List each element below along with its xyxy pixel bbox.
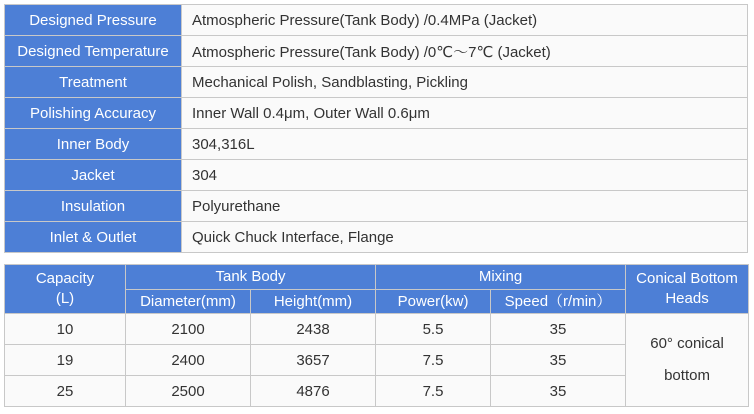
spec-value: Mechanical Polish, Sandblasting, Pickling <box>182 67 748 98</box>
spec-label: Jacket <box>5 160 182 191</box>
capacity-header <box>5 265 126 314</box>
spec-label: Treatment <box>5 67 182 98</box>
speed-cell: 35 <box>491 345 626 376</box>
heads-header-line2: Heads <box>665 290 709 307</box>
capacity-header-label: Capacity <box>35 270 95 287</box>
spec-value: Atmospheric Pressure(Tank Body) /0.4MPa (Jacket) <box>182 5 748 36</box>
spec-row <box>5 191 748 222</box>
spec-row <box>5 129 748 160</box>
spec-table-body <box>5 5 748 253</box>
spec-row <box>5 98 748 129</box>
mixing-header: Mixing <box>376 265 626 290</box>
spec-value: Quick Chuck Interface, Flange <box>182 222 748 253</box>
capacity-header-unit: (L) <box>55 290 75 307</box>
height-header: Height(mm) <box>251 290 376 314</box>
diameter-header: Diameter(mm) <box>126 290 251 314</box>
spec-label: Inner Body <box>5 129 182 160</box>
spec-label: Inlet & Outlet <box>5 222 182 253</box>
spec-value: Polyurethane <box>182 191 748 222</box>
spec-row <box>5 5 748 36</box>
spec-value: Atmospheric Pressure(Tank Body) /0℃～7℃ (Jacket) <box>182 36 748 67</box>
heads-header <box>626 265 749 314</box>
power-cell: 5.5 <box>376 314 491 345</box>
spec-row <box>5 222 748 253</box>
spec-value: 304,316L <box>182 129 748 160</box>
speed-header: Speed（r/min） <box>491 290 626 314</box>
power-cell: 7.5 <box>376 376 491 407</box>
capacity-table-body <box>5 314 749 407</box>
capacity-cell: 25 <box>5 376 126 407</box>
spec-value: Inner Wall 0.4μm, Outer Wall 0.6μm <box>182 98 748 129</box>
heads-value-line1: 60° conical <box>650 335 724 352</box>
height-cell: 2438 <box>251 314 376 345</box>
power-header: Power(kw) <box>376 290 491 314</box>
speed-cell: 35 <box>491 376 626 407</box>
spec-label: Polishing Accuracy <box>5 98 182 129</box>
capacity-cell: 10 <box>5 314 126 345</box>
diameter-cell: 2400 <box>126 345 251 376</box>
capacity-cell: 19 <box>5 345 126 376</box>
height-cell: 3657 <box>251 345 376 376</box>
spec-value: 304 <box>182 160 748 191</box>
diameter-cell: 2500 <box>126 376 251 407</box>
power-cell: 7.5 <box>376 345 491 376</box>
spec-label: Designed Temperature <box>5 36 182 67</box>
spec-table <box>4 4 748 253</box>
spec-row <box>5 67 748 98</box>
heads-cell <box>626 314 749 407</box>
spec-label: Insulation <box>5 191 182 222</box>
spec-row <box>5 36 748 67</box>
heads-value-line2: bottom <box>664 367 710 384</box>
heads-header-line1: Conical Bottom <box>636 270 738 287</box>
tank-body-header: Tank Body <box>126 265 376 290</box>
height-cell: 4876 <box>251 376 376 407</box>
table-row <box>5 314 749 345</box>
diameter-cell: 2100 <box>126 314 251 345</box>
spec-label: Designed Pressure <box>5 5 182 36</box>
spec-row <box>5 160 748 191</box>
speed-cell: 35 <box>491 314 626 345</box>
capacity-table <box>4 264 749 407</box>
